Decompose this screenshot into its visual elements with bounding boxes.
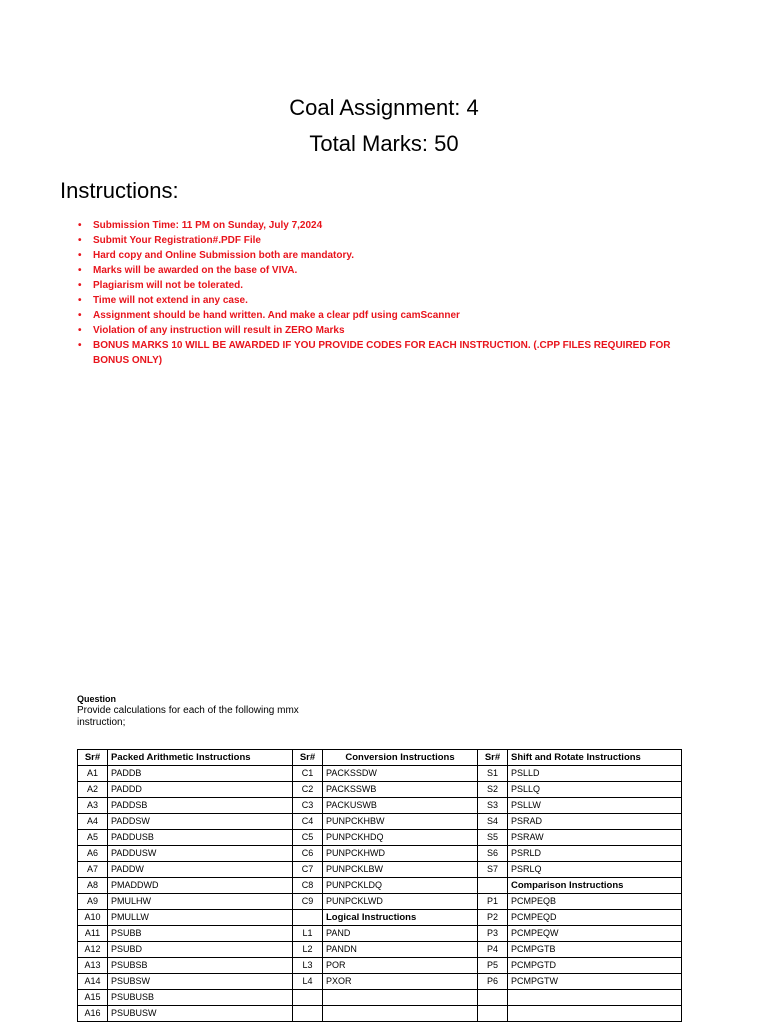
instruction-cell: PUNPCKHWD xyxy=(323,846,478,862)
instruction-cell: PMULLW xyxy=(108,910,293,926)
instruction-cell: PSUBSW xyxy=(108,974,293,990)
serial-cell: A11 xyxy=(78,926,108,942)
table-row xyxy=(78,846,682,862)
table-row xyxy=(78,1006,682,1022)
instruction-cell: PSRLD xyxy=(508,846,682,862)
instruction-cell: PSLLW xyxy=(508,798,682,814)
serial-cell: C2 xyxy=(293,782,323,798)
instruction-cell: PACKSSWB xyxy=(323,782,478,798)
instruction-cell: PSUBB xyxy=(108,926,293,942)
serial-cell: P5 xyxy=(478,958,508,974)
table-row xyxy=(78,958,682,974)
instruction-cell: PCMPGTD xyxy=(508,958,682,974)
instruction-cell: PSUBUSB xyxy=(108,990,293,1006)
instruction-cell: PADDD xyxy=(108,782,293,798)
instruction-cell: PSUBUSW xyxy=(108,1006,293,1022)
serial-cell: L1 xyxy=(293,926,323,942)
question-label: Question xyxy=(77,694,117,704)
table-row xyxy=(78,894,682,910)
serial-cell: L2 xyxy=(293,942,323,958)
instruction-cell: PCMPEQB xyxy=(508,894,682,910)
instruction-cell: PMADDWD xyxy=(108,878,293,894)
table-row xyxy=(78,878,682,894)
instruction-cell: PACKUSWB xyxy=(323,798,478,814)
instruction-item: • Marks will be awarded on the base of VIVA. xyxy=(78,263,678,278)
instruction-cell: PUNPCKHBW xyxy=(323,814,478,830)
instruction-cell: PADDUSW xyxy=(108,846,293,862)
instruction-cell xyxy=(508,1006,682,1022)
serial-cell: A8 xyxy=(78,878,108,894)
serial-cell: C4 xyxy=(293,814,323,830)
instructions-list xyxy=(78,218,678,368)
serial-cell: A3 xyxy=(78,798,108,814)
instruction-cell: PADDSW xyxy=(108,814,293,830)
instruction-item: • Hard copy and Online Submission both are mandatory. xyxy=(78,248,678,263)
instruction-cell: PMULHW xyxy=(108,894,293,910)
serial-cell xyxy=(478,878,508,894)
serial-cell xyxy=(478,1006,508,1022)
serial-cell: A4 xyxy=(78,814,108,830)
instruction-cell: PSLLD xyxy=(508,766,682,782)
header-sr: Sr# xyxy=(478,750,508,766)
serial-cell: L4 xyxy=(293,974,323,990)
section-subheader-cell: Comparison Instructions xyxy=(508,878,682,894)
table-row xyxy=(78,990,682,1006)
header-sr: Sr# xyxy=(78,750,108,766)
instruction-cell: PSRAD xyxy=(508,814,682,830)
header-shift-rotate: Shift and Rotate Instructions xyxy=(508,750,682,766)
instruction-item: • Submit Your Registration#.PDF File xyxy=(78,233,678,248)
instruction-cell: PAND xyxy=(323,926,478,942)
instruction-cell: PSUBSB xyxy=(108,958,293,974)
serial-cell xyxy=(293,910,323,926)
serial-cell: A13 xyxy=(78,958,108,974)
total-marks: Total Marks: 50 xyxy=(309,131,459,156)
header-sr: Sr# xyxy=(293,750,323,766)
instruction-cell: PSRAW xyxy=(508,830,682,846)
instruction-cell: PCMPEQD xyxy=(508,910,682,926)
serial-cell: A15 xyxy=(78,990,108,1006)
serial-cell: P4 xyxy=(478,942,508,958)
serial-cell xyxy=(293,1006,323,1022)
serial-cell: P3 xyxy=(478,926,508,942)
instruction-cell: PANDN xyxy=(323,942,478,958)
serial-cell: A7 xyxy=(78,862,108,878)
instruction-cell: PSUBD xyxy=(108,942,293,958)
assignment-title: Coal Assignment: 4 xyxy=(289,95,479,120)
serial-cell: P2 xyxy=(478,910,508,926)
table-row xyxy=(78,974,682,990)
instruction-item: • Time will not extend in any case. xyxy=(78,293,678,308)
serial-cell: A9 xyxy=(78,894,108,910)
table-row xyxy=(78,942,682,958)
instruction-cell: PCMPGTW xyxy=(508,974,682,990)
instruction-cell xyxy=(323,1006,478,1022)
serial-cell: S7 xyxy=(478,862,508,878)
table-row xyxy=(78,926,682,942)
serial-cell: C5 xyxy=(293,830,323,846)
instruction-cell: PADDSB xyxy=(108,798,293,814)
table-row xyxy=(78,798,682,814)
instruction-cell: PADDB xyxy=(108,766,293,782)
serial-cell: S6 xyxy=(478,846,508,862)
mmx-instructions-table xyxy=(77,749,682,1022)
table-row xyxy=(78,814,682,830)
serial-cell: L3 xyxy=(293,958,323,974)
serial-cell: A10 xyxy=(78,910,108,926)
instruction-item: • Violation of any instruction will result in ZERO Marks xyxy=(78,323,678,338)
instruction-cell: PSLLQ xyxy=(508,782,682,798)
question-text: Provide calculations for each of the following mmx instruction; xyxy=(77,705,299,728)
instruction-cell: PUNPCKLBW xyxy=(323,862,478,878)
serial-cell: S2 xyxy=(478,782,508,798)
serial-cell xyxy=(293,990,323,1006)
serial-cell: S4 xyxy=(478,814,508,830)
instructions-heading: Instructions: xyxy=(60,178,179,203)
table-row xyxy=(78,910,682,926)
serial-cell: C6 xyxy=(293,846,323,862)
serial-cell: C7 xyxy=(293,862,323,878)
section-subheader-cell: Logical Instructions xyxy=(323,910,478,926)
instruction-cell: PACKSSDW xyxy=(323,766,478,782)
serial-cell: P1 xyxy=(478,894,508,910)
serial-cell: P6 xyxy=(478,974,508,990)
instruction-cell: PUNPCKLWD xyxy=(323,894,478,910)
serial-cell: A2 xyxy=(78,782,108,798)
serial-cell: C8 xyxy=(293,878,323,894)
serial-cell: S5 xyxy=(478,830,508,846)
instruction-cell xyxy=(508,990,682,1006)
instruction-cell: PCMPEQW xyxy=(508,926,682,942)
serial-cell: A14 xyxy=(78,974,108,990)
serial-cell xyxy=(478,990,508,1006)
instruction-cell: PUNPCKLDQ xyxy=(323,878,478,894)
serial-cell: A5 xyxy=(78,830,108,846)
header-packed-arithmetic: Packed Arithmetic Instructions xyxy=(108,750,293,766)
instruction-cell: PSRLQ xyxy=(508,862,682,878)
instruction-item: • Plagiarism will not be tolerated. xyxy=(78,278,678,293)
serial-cell: S1 xyxy=(478,766,508,782)
serial-cell: A16 xyxy=(78,1006,108,1022)
instruction-cell xyxy=(323,990,478,1006)
table-header-row xyxy=(78,750,682,766)
table-row xyxy=(78,830,682,846)
table-row xyxy=(78,862,682,878)
instruction-item: • Assignment should be hand written. And make a clear pdf using camScanner xyxy=(78,308,678,323)
instruction-cell: PADDUSB xyxy=(108,830,293,846)
serial-cell: A6 xyxy=(78,846,108,862)
instruction-cell: PCMPGTB xyxy=(508,942,682,958)
serial-cell: A1 xyxy=(78,766,108,782)
instruction-cell: PADDW xyxy=(108,862,293,878)
serial-cell: A12 xyxy=(78,942,108,958)
instruction-item: • Submission Time: 11 PM on Sunday, July 7,2024 xyxy=(78,218,678,233)
instruction-cell: POR xyxy=(323,958,478,974)
instruction-item: • BONUS MARKS 10 WILL BE AWARDED IF YOU PROVIDE CODES FOR EACH INSTRUCTION. (.CPP FILES REQUIRED FOR BONUS ONLY) xyxy=(78,338,678,368)
serial-cell: S3 xyxy=(478,798,508,814)
instruction-cell: PUNPCKHDQ xyxy=(323,830,478,846)
instruction-cell: PXOR xyxy=(323,974,478,990)
serial-cell: C3 xyxy=(293,798,323,814)
serial-cell: C1 xyxy=(293,766,323,782)
table-row xyxy=(78,782,682,798)
serial-cell: C9 xyxy=(293,894,323,910)
table-row xyxy=(78,766,682,782)
header-conversion: Conversion Instructions xyxy=(323,750,478,766)
